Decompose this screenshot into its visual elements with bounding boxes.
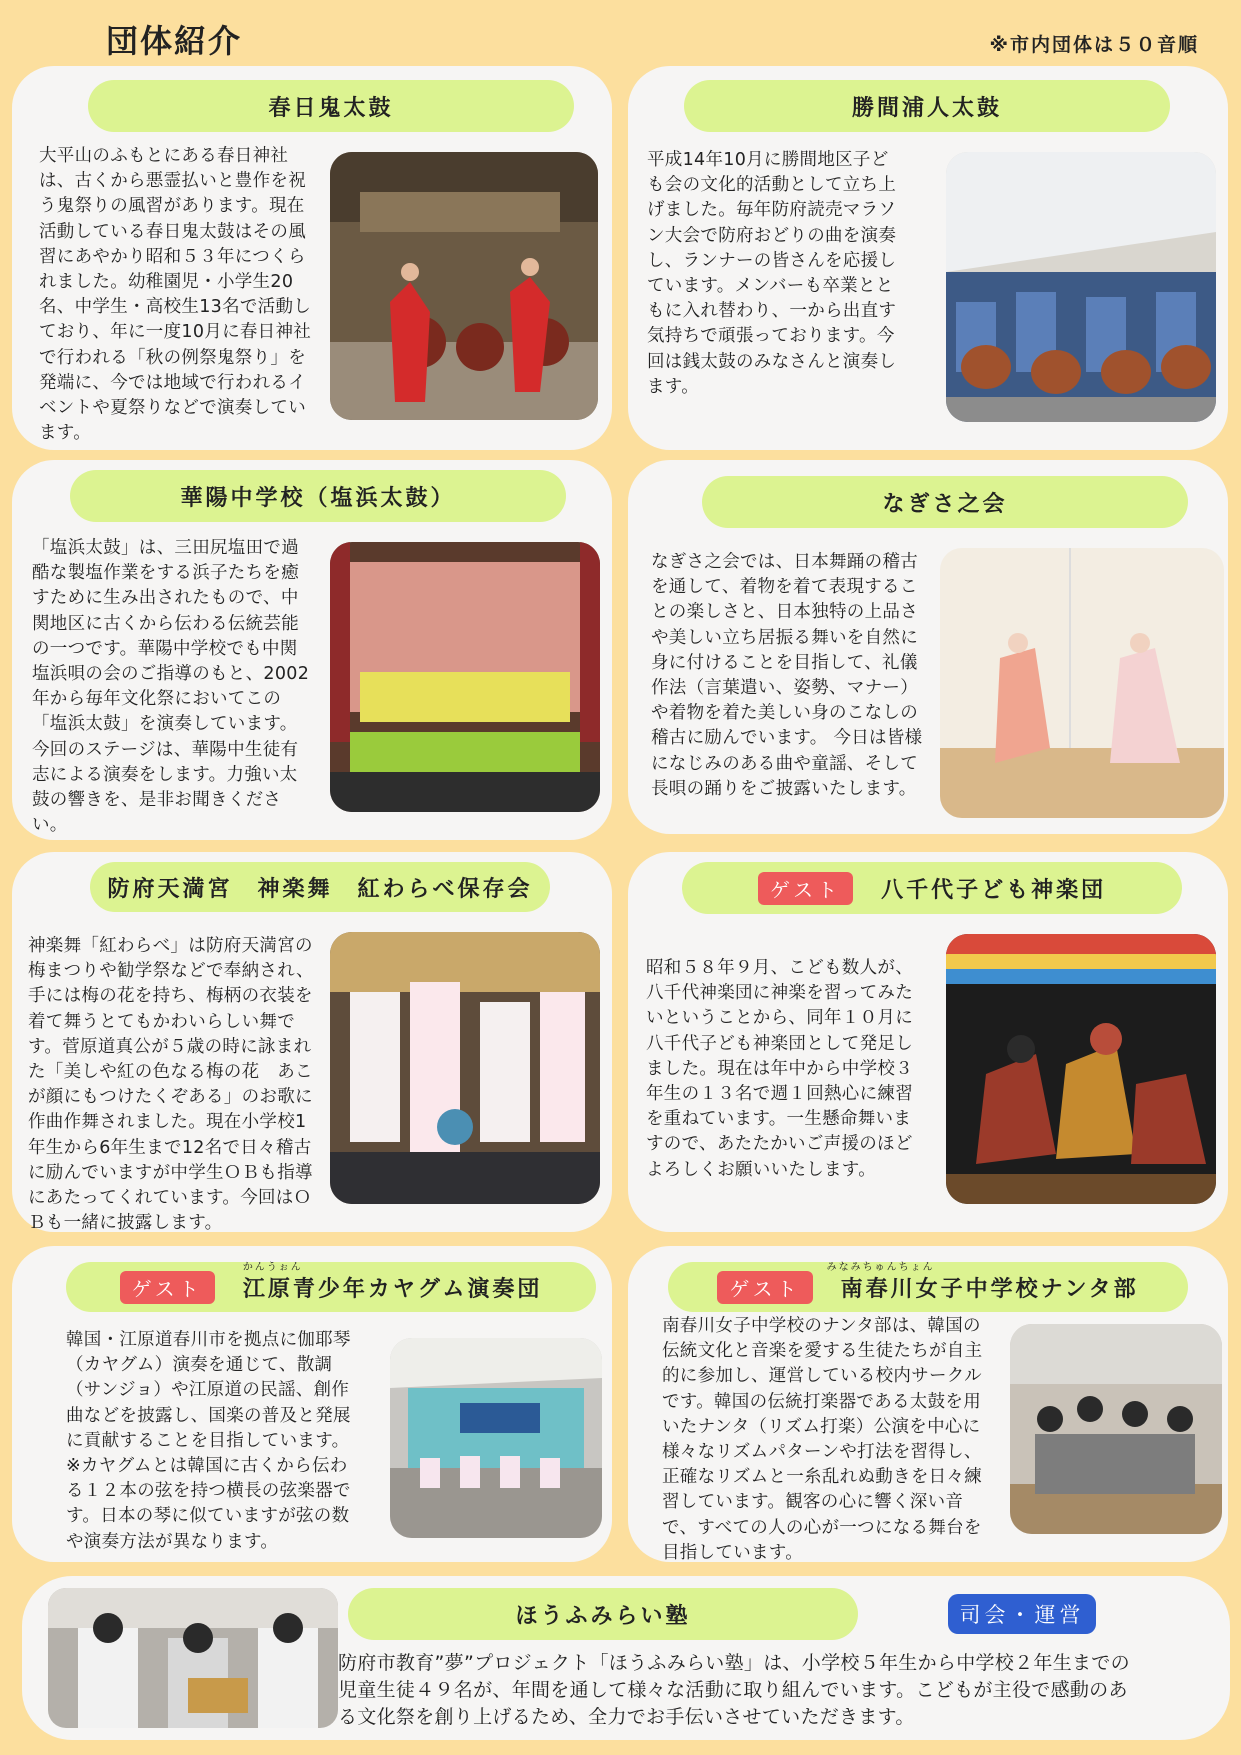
group-card-namchuncheon [628,1246,1228,1562]
organizer-photo [48,1588,338,1728]
group-title: 南春川女子中学校ナンタ部 [840,1276,1139,1302]
gayageum-performance-photo [390,1338,602,1538]
role-badge: 司会・運営 [948,1594,1096,1634]
group-description: 神楽舞「紅わらべ」は防府天満宮の 梅まつりや勧学祭などで奉納され、 手には梅の花を持ち、梅柄の衣装を 着て舞うとてもかわいらしい舞で す。菅原道真公が５歳の時に詠まれ た「美しや紅の色なる梅の花 あこ が顔にもつけたくぞある」のお歌に 作曲作舞されました。現在小学校1 年生から6年生まで12名で日々稽古 に励んでいますが中学生ＯＢも指導 にあたってくれています。今回はＯ Ｂも一緒に披露します。 [28,936,314,1234]
group-card-gangwon [12,1246,612,1562]
organizer-description: 防府市教育”夢”プロジェクト「ほうふみらい塾」は、小学校５年生から中学校２年生までの 児童生徒４９名が、年間を通して様々な活動に取り組んでいます。こどもが主役で感動のあ る文化祭を創り上げるため、全力でお手伝いさせていただきます。 [338,1652,1130,1728]
group-description: なぎさ之会では、日本舞踊の稽古 を通して、着物を着て表現するこ との楽しさと、日本独特の上品さ や美しい立ち居振る舞いを自然に 身に付けることを目指して、礼儀 作法（言葉遣い、姿勢、マナー） や着物を着た美しい身のこなしの 稽古に励んでいます。 今日は皆様 になじみのある曲や童謡、そして 長唄の踊りをご披露いたします。 [651,552,923,799]
group-description: 平成14年10月に勝間地区子ど も会の文化的活動として立ち上 げました。毎年防府読売マラソ ン大会で防府おどりの曲を演奏 し、ランナーの皆さんを応援し ています。メンバーも卒業とと もに入れ替わり、一から出直す 気持ちで頑張っております。今 回は銭太鼓のみなさんと演奏し ます。 [647,150,897,397]
guest-badge: ゲスト [717,1271,812,1304]
group-card-tenmangu [12,852,612,1232]
group-title-pill [684,80,1170,132]
dance-photo [940,548,1224,818]
school-stage-photo [330,542,600,812]
group-title-pill [70,470,566,522]
taiko-performance-photo [330,152,598,420]
group-title-pill [668,1262,1188,1312]
title-ruby: かんうぉん [242,1261,303,1273]
group-title: 八千代子ども神楽団 [881,877,1107,903]
group-card-yachiyo [628,852,1228,1232]
title-ruby: みなみちゅんちょん [826,1261,935,1273]
group-title: 江原青少年カヤグム演奏団 [242,1276,543,1302]
group-description: 韓国・江原道春川市を拠点に伽耶琴 （カヤグム）演奏を通じて、散調 （サンジョ）や江原道の民謡、創作 曲などを披露し、国楽の普及と発展 に貢献することを目指しています。 ※カヤグムとは韓国に古くから伝わ る１２本の弦を持つ横長の弦楽器で す。日本の琴に似ていますが弦の数 や演奏方法が異なります。 [66,1330,351,1552]
group-description: 「塩浜太鼓」は、三田尻塩田で過 酷な製塩作業をする浜子たちを癒 すために生み出されたもので、中 関地区に古くから伝わる伝統芸能 の一つです。華陽中学校でも中関 塩浜唄の会のご指導のもと、2002 年から毎年文化祭においてこの 「塩浜太鼓」を演奏しています。 今回のステージは、華陽中生徒有 志による演奏をします。力強い太 鼓の響きを、是非お聞きくださ い。 [32,538,310,836]
group-title: 華陽中学校（塩浜太鼓） [180,485,456,511]
group-title-pill [90,862,550,912]
guest-badge: ゲスト [120,1271,215,1304]
group-card-nagisa [628,460,1228,834]
group-title-pill [88,80,574,132]
group-description: 南春川女子中学校のナンタ部は、韓国の 伝統文化と音楽を愛する生徒たちが自主 的に参加し、運営している校内サークル です。韓国の伝統打楽器である太鼓を用 いたナンタ（リズム打楽）公演を中心に 様々なリズムパターンや打法を習得し、 正確なリズムと一糸乱れぬ動きを日々練 習しています。観客の心に響く深い音 で、すべての人の心が一つになる舞台を 目指しています。 [662,1316,983,1563]
group-title-pill [66,1262,596,1312]
group-title: 勝間浦人太鼓 [851,95,1002,121]
group-card-kasuga [12,66,612,450]
group-title-pill [702,476,1188,528]
group-card-katsuma [628,66,1228,450]
group-description: 昭和５８年９月、こども数人が、 八千代神楽団に神楽を習ってみた いということから、同年１０月に 八千代子ども神楽団として発足し ました。現在は年中から中学校３ 年生の１３名で週１回熱心に練習 を重ねています。一生懸命舞いま すので、あたたかいご声援のほど よろしくお願いいたします。 [646,958,913,1180]
group-title: 防府天満宮 神楽舞 紅わらべ保存会 [107,876,533,902]
group-card-kayo [12,460,612,840]
kagura-stage-photo [946,934,1216,1204]
group-title: 春日鬼太鼓 [268,95,394,121]
guest-badge: ゲスト [758,872,853,905]
taiko-tent-photo [946,152,1216,422]
group-description: 大平山のふもとにある春日神社 は、古くから悪霊払いと豊作を祝 う鬼祭りの風習があります。現在 活動している春日鬼太鼓はその風 習にあやかり昭和５３年につくら れました。幼稚園児・小学生20 名、中学生・高校生13名で活動し ており、年に一度10月に春日神社 で行われる「秋の例祭鬼祭り」を 発端に、今では地域で行われるイ ベントや夏祭りなどで演奏してい ます。 [39,146,312,444]
ordering-note: ※市内団体は５０音順 [989,34,1199,56]
organizer-title: ほうふみらい塾 [515,1603,691,1629]
group-title: なぎさ之会 [882,491,1008,517]
organizer-card [22,1576,1230,1740]
kagura-shrine-photo [330,932,600,1204]
group-title-pill [682,862,1182,914]
organizer-title-pill [348,1588,858,1640]
page-title: 団体紹介 [106,22,243,60]
nanta-group-photo [1010,1324,1222,1534]
